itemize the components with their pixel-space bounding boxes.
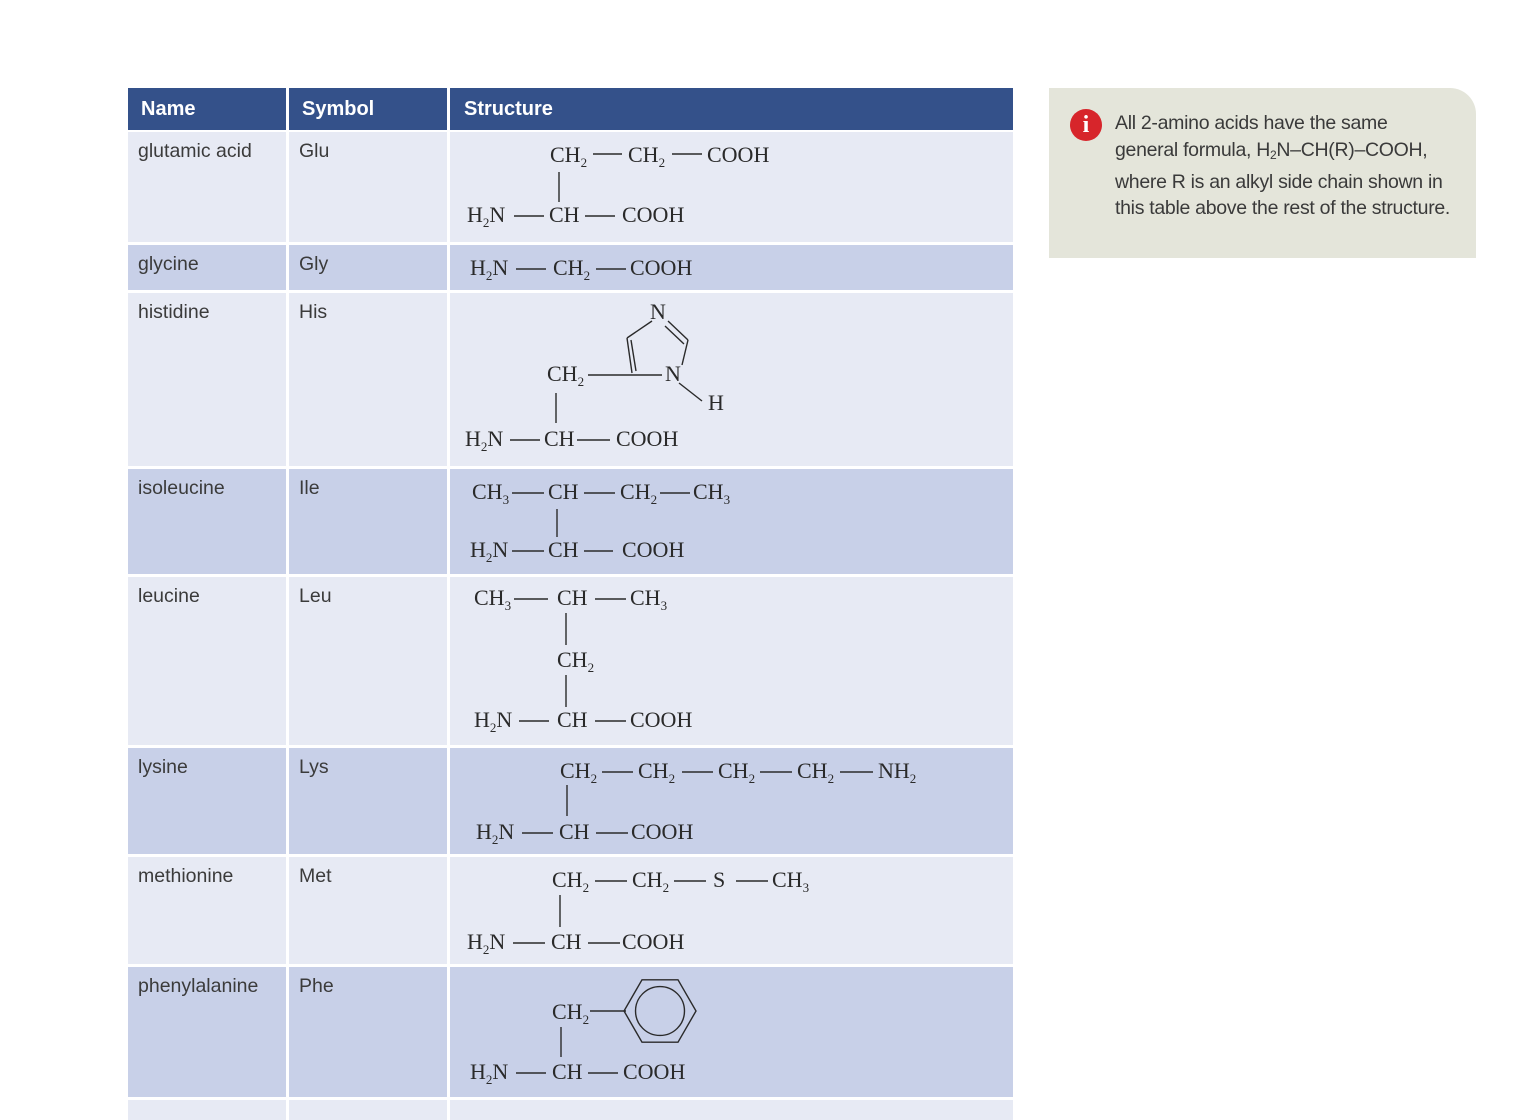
atom-label: $CH_2$ [552, 999, 590, 1027]
cell-name: glycine [128, 245, 286, 290]
table-row [128, 293, 1013, 466]
atom-label: COOH [622, 537, 685, 562]
cell-symbol: Phe [289, 967, 447, 1097]
atom-label: $CH_3$ [474, 585, 512, 613]
cell-structure [450, 967, 1013, 1097]
bond-line [627, 321, 652, 338]
cell-structure [450, 293, 1013, 466]
cell-structure [450, 132, 1013, 242]
aromatic-circle [636, 987, 685, 1036]
atom-label: CH [557, 585, 588, 610]
cell-name: lysine [128, 748, 286, 854]
atom-label: COOH [616, 426, 679, 451]
atom-label: $CH_2$ [550, 142, 588, 170]
atom-label: $CH_2$ [638, 758, 676, 786]
cell-name: isoleucine [128, 469, 286, 574]
callout-text: All 2-amino acids have the same general formula, $H_2N-CH(R)$–COOH, where R is an alkyl side chain shown in this table above the rest of the structure. [1115, 112, 1451, 220]
atom-label: $H_2N$ [467, 929, 506, 957]
cell-name: phenylalanine [128, 967, 286, 1097]
atom-label: COOH [622, 202, 685, 227]
atom-label: $CH_3$ [772, 867, 810, 895]
atom-label: CH [548, 537, 579, 562]
atom-label: COOH [707, 142, 770, 167]
cell-symbol: Gly [289, 245, 447, 290]
atom-label: $H_2N$ [470, 255, 509, 283]
atom-label: $H_2N$ [476, 819, 515, 847]
structural-formula [450, 1100, 1013, 1120]
atom-label: CH [544, 426, 575, 451]
table-row [128, 967, 1013, 1097]
bond-line [668, 321, 688, 340]
atom-label: N [650, 299, 666, 324]
table-row [128, 577, 1013, 745]
cell-structure [450, 577, 1013, 745]
atom-label: CH [551, 929, 582, 954]
atom-label: $CH_2$ [552, 867, 590, 895]
atom-label: $CH_2$ [547, 361, 585, 389]
atom-label: COOH [630, 255, 693, 280]
atom-label: $NH_2$ [878, 758, 917, 786]
atom-label: CH [552, 1059, 583, 1084]
cell-structure [450, 857, 1013, 964]
bond-line [679, 383, 702, 401]
structural-formula [450, 293, 1013, 466]
structural-formula [450, 967, 1013, 1097]
column-header-symbol: Symbol [289, 88, 447, 130]
structural-formula [450, 857, 1013, 964]
atom-label: $CH_2$ [632, 867, 670, 895]
info-icon: i [1070, 109, 1102, 141]
cell-symbol [289, 1100, 447, 1120]
atom-label: COOH [630, 707, 693, 732]
atom-label: $CH_2$ [557, 647, 595, 675]
cell-symbol: His [289, 293, 447, 466]
atom-label: $H_2N$ [467, 202, 506, 230]
cell-name: methionine [128, 857, 286, 964]
bond-line [665, 326, 684, 344]
cell-name [128, 1100, 286, 1120]
cell-name: leucine [128, 577, 286, 745]
structural-formula [450, 132, 1013, 242]
atom-label: COOH [622, 929, 685, 954]
atom-label: $CH_2$ [628, 142, 666, 170]
atom-label: H [708, 390, 724, 415]
atom-label: $CH_2$ [560, 758, 598, 786]
benzene-ring-icon [624, 980, 696, 1042]
table-row [128, 469, 1013, 574]
atom-label: $CH_2$ [718, 758, 756, 786]
table-row [128, 748, 1013, 854]
structural-formula [450, 748, 1013, 854]
table-row [128, 857, 1013, 964]
structural-formula [450, 577, 1013, 745]
atom-label: CH [548, 479, 579, 504]
atom-label: CH [557, 707, 588, 732]
atom-label: CH [549, 202, 580, 227]
structural-formula [450, 469, 1013, 574]
cell-symbol: Leu [289, 577, 447, 745]
cell-symbol: Met [289, 857, 447, 964]
table-row [128, 132, 1013, 242]
column-header-name: Name [128, 88, 286, 130]
atom-label: S [713, 867, 726, 892]
atom-label: $H_2N$ [465, 426, 504, 454]
atom-label: $H_2N$ [470, 537, 509, 565]
cell-symbol: Lys [289, 748, 447, 854]
atom-label: COOH [631, 819, 694, 844]
cell-structure [450, 245, 1013, 290]
atom-label: $CH_2$ [797, 758, 835, 786]
cell-symbol: Ile [289, 469, 447, 574]
table-row [128, 1100, 1013, 1120]
cell-structure [450, 1100, 1013, 1120]
atom-label: CH [559, 819, 590, 844]
atom-label: $CH_3$ [472, 479, 510, 507]
cell-name: glutamic acid [128, 132, 286, 242]
atom-label: $CH_2$ [553, 255, 591, 283]
table-row [128, 245, 1013, 290]
cell-name: histidine [128, 293, 286, 466]
atom-label: $CH_3$ [630, 585, 668, 613]
atom-label: N [665, 361, 681, 386]
column-header-structure: Structure [450, 88, 1013, 130]
atom-label: $H_2N$ [470, 1059, 509, 1087]
info-callout [1049, 88, 1476, 258]
atom-label: $CH_3$ [693, 479, 731, 507]
atom-label: COOH [623, 1059, 686, 1084]
cell-structure [450, 469, 1013, 574]
atom-label: $CH_2$ [620, 479, 658, 507]
atom-label: $H_2N$ [474, 707, 513, 735]
cell-structure [450, 748, 1013, 854]
structural-formula [450, 245, 1013, 290]
cell-symbol: Glu [289, 132, 447, 242]
